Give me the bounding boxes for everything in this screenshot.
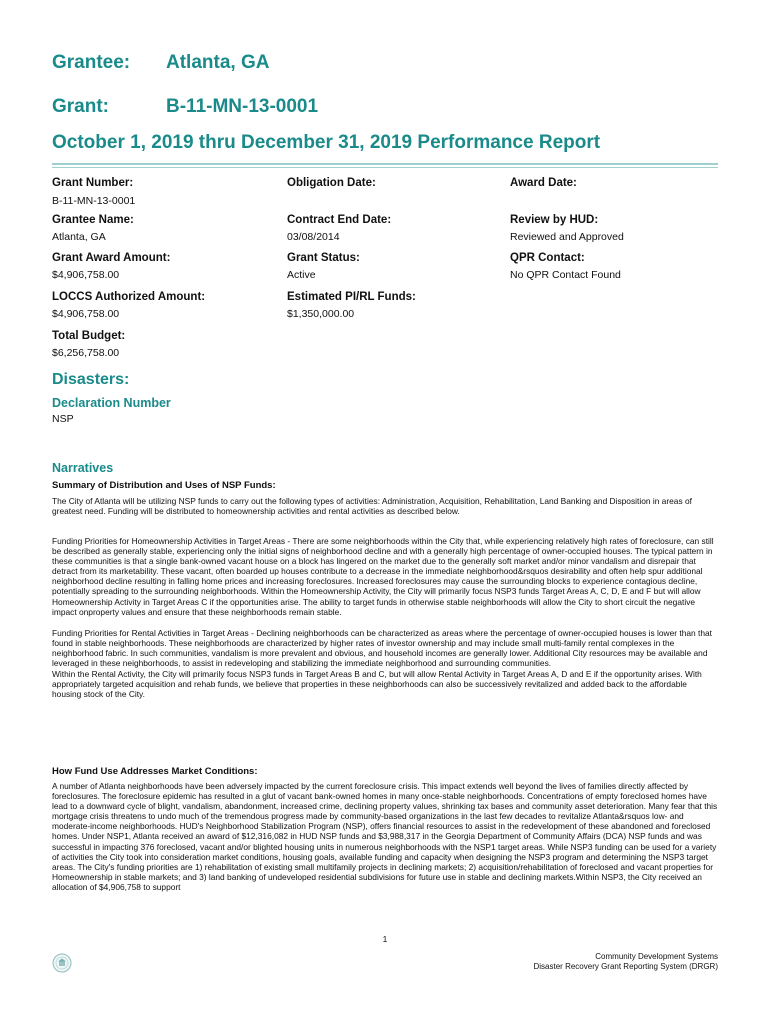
grant-value: B-11-MN-13-0001 [166, 96, 319, 117]
grantee-value: Atlanta, GA [166, 52, 270, 73]
footer-org-line-2: Disaster Recovery Grant Reporting System (DRGR) [533, 962, 718, 971]
narratives-heading: Narratives [52, 461, 114, 475]
summary-paragraph-2: Funding Priorities for Homeownership Activities in Target Areas - There are some neighborhoods within the City that, while experiencing relatively high rates of foreclosure, can still be described as generally stable, experiencing only the initial signs of neighborhood decline and with a generally high percentage of owner-occupied houses. The typical pattern in these communities is that a single bank-owned vacant house on a block has lingered on the market due to the generally soft market and/or minor vandalism and disrepair that detract from its marketability. These vacant, often boarded up houses contribute to a decrease in the immediate neighborhood&rsquos desirability and often help spur additional neighborhood decline resulting in falling home prices and increasing foreclosures. Increased foreclosures may cause the surrounding blocks to experience contagious decline, potentially spreading to the surrounding neighborhoods. Within the Homeownership Activity, the City will primarily focus NSP3 funds Target Areas A, C, D, E and F but will allow Homeownership Activity in Target Areas C if the opportunities arise. The ability to target funds in otherwise stable neighborhoods will allow the City to short circuit the negative impact onproperty values and ensure that these neighborhoods remain stable. [52, 536, 714, 617]
contract-end-date-value: 03/08/2014 [287, 231, 340, 243]
obligation-date-label: Obligation Date: [287, 177, 376, 189]
summary-paragraph-4: Within the Rental Activity, the City will primarily focus NSP3 funds in Target Areas B and C, but will allow Rental Activity in Target Areas A, D and E if the opportunity arises. With appropriately targeted acquisition and rehab funds, we believe that properties in these neighborhoods can also be successively revitalized and added back to the affordable housing stock of the City. [52, 669, 702, 700]
loccs-authorized-amount-value: $4,906,758.00 [52, 308, 120, 320]
grantee-name-label: Grantee Name: [52, 214, 134, 226]
grantee-label: Grantee: [52, 52, 131, 73]
declaration-number-label: Declaration Number [52, 396, 171, 410]
grant-award-amount-label: Grant Award Amount: [52, 252, 171, 264]
summary-heading: Summary of Distribution and Uses of NSP Funds: [52, 480, 276, 491]
qpr-contact-value: No QPR Contact Found [510, 269, 621, 281]
grant-header [52, 96, 319, 118]
qpr-contact-label: QPR Contact: [510, 252, 585, 264]
grantee-header [52, 52, 270, 74]
grant-number-label: Grant Number: [52, 177, 134, 189]
declaration-number-value: NSP [52, 413, 74, 425]
estimated-pi-rl-funds-label: Estimated PI/RL Funds: [287, 291, 416, 303]
review-by-hud-label: Review by HUD: [510, 214, 599, 226]
award-date-label: Award Date: [510, 177, 577, 189]
summary-paragraph-1: The City of Atlanta will be utilizing NSP funds to carry out the following types of activities: Administration, Acquisition, Rehabilitation, Land Banking and Disposition in areas of greatest need. Funding will be distributed to homeownership activities and rental activities as described below. [52, 496, 692, 517]
grantee-name-value: Atlanta, GA [52, 231, 106, 243]
report-title: October 1, 2019 thru December 31, 2019 Performance Report [52, 132, 601, 153]
page-number: 1 [382, 934, 388, 944]
grant-status-value: Active [287, 269, 316, 281]
total-budget-value: $6,256,758.00 [52, 347, 120, 359]
estimated-pi-rl-funds-value: $1,350,000.00 [287, 308, 355, 320]
grant-award-amount-value: $4,906,758.00 [52, 269, 120, 281]
market-conditions-paragraph: A number of Atlanta neighborhoods have been adversely impacted by the current foreclosure crisis. This impact extends well beyond the lives of families directly affected by foreclosures. The foreclosure epidemic has resulted in a glut of vacant bank-owned homes in many once-stable neighborhoods. Concentrations of empty foreclosed homes have lead to a downward cycle of blight, vandalism, abandonment, increased crime, declining property values, shrinking tax bases and community asset deterioration. Many fear that this mortgage crisis threatens to undo much of the tremendous progress made by community-based organizations in the last few decades to revitalize Atlanta&rsquos low- and moderate-income neighborhoods. HUD's Neighborhood Stabilization Program (NSP), offers financial resources to assist in the redevelopment of these abandoned and foreclosed homes. Under NSP1, Atlanta received an award of $12,316,082 in HUD NSP funds and $3,988,317 in the Georgia Department of Community Affairs (DCA) NSP funds and was successful in impacting 376 foreclosed, vacant and/or blighted housing units in numerous neighborhoods with the NSP1 target areas. While NSP3 funding can be used for a variety of activities the City took into consideration market conditions, housing goals, available funding and capacity when designing the NSP3 program and determining the NSP3 target areas. The City's funding priorities are 1) rehabilitation of existing small multifamily projects in declining markets; 2) acquisition/rehabilitation of foreclosed and vacant properties for Homeownership in stable markets; and 3) land banking of undeveloped residential subdivisions for future use in stable and declining markets.Within NSP3, the City received an allocation of $4,906,758 to support [52, 781, 718, 892]
review-by-hud-value: Reviewed and Approved [510, 231, 624, 243]
disasters-heading: Disasters: [52, 371, 130, 388]
header-divider [52, 163, 718, 165]
footer-org-line-1: Community Development Systems [595, 952, 718, 961]
grant-label: Grant: [52, 96, 109, 117]
market-conditions-heading: How Fund Use Addresses Market Conditions: [52, 766, 258, 777]
grant-status-label: Grant Status: [287, 252, 360, 264]
hud-seal-icon [52, 953, 72, 973]
total-budget-label: Total Budget: [52, 330, 126, 342]
grant-number-value: B-11-MN-13-0001 [52, 195, 136, 207]
contract-end-date-label: Contract End Date: [287, 214, 392, 226]
header-divider-thin [52, 167, 718, 168]
loccs-authorized-amount-label: LOCCS Authorized Amount: [52, 291, 206, 303]
summary-paragraph-3: Funding Priorities for Rental Activities in Target Areas - Declining neighborhoods can be characterized as areas where the percentage of owner-occupied houses is lower than that found in stable neighborhoods. These neighborhoods are characterized by higher rates of investor ownership and may include small multi-family rental complexes in the neighborhood fabric. In such communities, vandalism is more prevalent and obvious, and household incomes are generally lower. Additional City resources may be available and leveraged in these neighborhoods, to assist in redeveloping and stabilizing the immediate neighborhood and surrounding communities. [52, 628, 712, 669]
